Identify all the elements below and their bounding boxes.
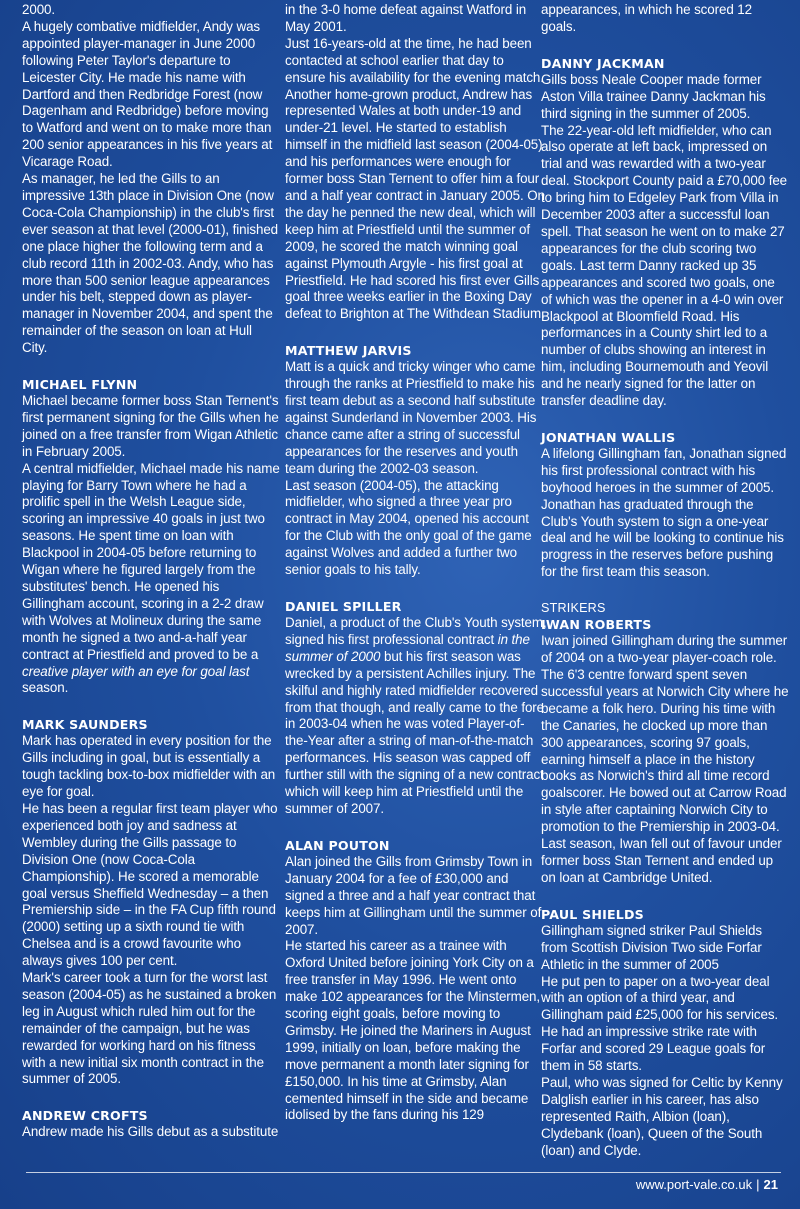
paragraph: Michael became former boss Stan Ternent's first permanent signing for the Gills when he joined on a free transfer from Wigan Athletic in February 2005. [22, 393, 279, 459]
section-danny-jackman [541, 55, 789, 410]
paragraph: appearances, in which he scored 12 goals. [541, 2, 752, 34]
text-column-2 [285, 2, 547, 1143]
paragraph: A lifelong Gillingham fan, Jonathan signed his first professional contract with his boyhood heroes in the summer of 2005. Jonathan has graduated through the Club's Youth system to sign a one-year deal and he will be looking to continue his progress in the reserves before pushing for the first team this season. [541, 445, 787, 580]
player-heading: ANDREW CROFTS [22, 1108, 148, 1124]
player-heading: MATTHEW JARVIS [285, 343, 412, 359]
paragraph: He has been a regular first team player who experienced both joy and sadness at Wembley during the Gills passage to Division One (now Coca-Cola Championship). He scored a memorable goal versus Sheffield Wednesday – a then Premiership side – in the FA Cup fifth round (2000) setting up a sixth round tie with Chelsea and is a crowd favourite who always gives 100 per cent. [22, 800, 278, 969]
paragraph: in the 3-0 home defeat against Watford in May 2001. [285, 2, 527, 34]
section-andrew-crofts-cont [285, 2, 547, 323]
paragraph: Just 16-years-old at the time, he had been contacted at school earlier that day to ensure his availability for the evening match. Another home-grown product, Andrew has represented Wales at both under-19 and under-21 level. He started to establish himself in the midfield last season (2004-05) and his performances were enough for former boss Stan Ternent to offer him a four and a half year contract in January 2005. On the day he penned the new deal, which will keep him at Priestfield until the summer of 2009, he scored the match winning goal against Plymouth Argyle - his first goal at Priestfield. He had scored his first ever Gills goal three weeks earlier in the Boxing Day defeat to Brighton at The Withdean Stadium. [285, 35, 545, 322]
text-column-1 [22, 2, 280, 1160]
paragraph: Matt is a quick and tricky winger who came through the ranks at Priestfield to make his first team debut as a second half substitute against Sunderland in November 2003. His chance came after a string of successful appearances for the reserves and youth team during the 2002-03 season. [285, 359, 537, 476]
section-matthew-jarvis [285, 342, 547, 579]
paragraph: Mark has operated in every position for the Gills including in goal, but is essentially a tough tackling box-to-box midfielder with an eye for goal. [22, 733, 276, 800]
italic-text: creative player with an eye for goal last [22, 663, 250, 679]
section-paul-shields [541, 906, 789, 1160]
player-heading: PAUL SHIELDS [541, 906, 644, 922]
player-heading: JONATHAN WALLIS [541, 429, 676, 445]
page-footer [636, 1177, 778, 1192]
player-heading: DANIEL SPILLER [285, 599, 402, 614]
player-heading: MICHAEL FLYNN [22, 377, 138, 393]
player-heading: DANNY JACKMAN [541, 55, 665, 71]
position-subheading: STRIKERS [541, 601, 606, 616]
section-jonathan-wallis [541, 429, 789, 581]
section-mark-saunders [22, 716, 280, 1088]
paragraph: 2000. [22, 2, 56, 17]
player-heading: MARK SAUNDERS [22, 717, 148, 733]
player-heading: ALAN POUTON [285, 837, 390, 853]
paragraph [285, 615, 547, 818]
paragraph: A hugely combative midfielder, Andy was appointed player-manager in June 2000 following Peter Taylor's departure to Leicester City. He made his name with Dartford and then Redbridge Forest (now Dagenham and Redbridge) before moving to Watford and went on to make more than 200 senior appearances in his five years at Vicarage Road. [22, 18, 273, 170]
page-number: 21 [763, 1177, 778, 1192]
paragraph: Mark's career took a turn for the worst last season (2004-05) as he sustained a broken leg in August which ruled him out for the remainder of the campaign, but he was rewarded for working hard on his fitness with a new initial six month contract in the summer of 2005. [22, 970, 277, 1087]
paragraph-text: season. [22, 680, 69, 696]
paragraph: Last season (2004-05), the attacking midfielder, who signed a three year pro contract in May 2004, opened his account for the Club with the only goal of the game against Wolves and added a further two senior goals to his tally. [285, 477, 532, 578]
section-andrew-crofts [22, 1107, 280, 1141]
footer-separator: | [756, 1177, 760, 1192]
footer-url: www.port-vale.co.uk [635, 1177, 753, 1192]
paragraph: He started his career as a trainee with Oxford United before joining York City on a free transfer in May 1996. He went onto make 102 appearances for the Minstermen, scoring eight goals, before moving to Grimsby. He joined the Mariners in August 1999, initially on loan, before making the move permanent a month later signing for £150,000. In his time at Grimsby, Alan cemented himself in the side and became idolised by the fans during his 129 [285, 938, 541, 1123]
paragraph [22, 461, 280, 698]
paragraph: Gillingham signed striker Paul Shields from Scottish Division Two side Forfar Athletic in the summer of 2005 [541, 922, 762, 972]
paragraph: He put pen to paper on a two-year deal with an option of a third year, and Gillingham paid £25,000 for his services. He had an impressive strike rate with Forfar and scored 29 League goals for them in 58 starts. [541, 973, 779, 1074]
paragraph: Iwan joined Gillingham during the summer of 2004 on a two-year player-coach role. The 6'3 centre forward spent seven successful years at Norwich City where he became a folk hero. During his time with the Canaries, he clocked up more than 300 appearances, scoring 97 goals, earning himself a place in the history books as Norwich's third all time record goalscorer. He bowed out at Carrow Road in style after captaining Norwich City to promotion to the Premiership in 2003-04. Last season, Iwan fell out of favour under former boss Stan Ternent and ended up on loan at Cambridge United. [541, 633, 789, 885]
paragraph-text: A central midfielder, Michael made his name playing for Barry Town where he had a prolific spell in the Welsh League side, scoring an impressive 40 goals in just two seasons. He spent time on loan with Blackpool in 2004-05 before returning to Wigan where he figured largely from the substitutes' bench. He opened his Gillingham account, scoring in a 2-2 draw with Wolves at Molineux during the same month he signed a two and-a-half year contract at Priestfield and proved to be a [22, 460, 280, 662]
paragraph: Gills boss Neale Cooper made former Aston Villa trainee Danny Jackman his third signing in the summer of 2005. [541, 71, 766, 121]
paragraph: Andrew made his Gills debut as a substitute [22, 1124, 279, 1140]
section-daniel-spiller [285, 598, 547, 818]
paragraph: The 22-year-old left midfielder, who can also operate at left back, impressed on trial and was rewarded with a two-year deal. Stockport County paid a £70,000 fee to bring him to Edgeley Park from Villa in December 2003 after a successful loan spell. That season he went on to make 27 appearances for the club scoring two goals. Last term Danny racked up 35 appearances and scored two goals, one of which was the opener in a 4-0 win over Blackpool at Bloomfield Road. His performances in a County shirt led to a number of clubs showing an interest in him, including Bournemouth and Yeovil and he nearly signed for the latter on transfer deadline day. [541, 122, 788, 409]
player-heading: IWAN ROBERTS [541, 617, 652, 633]
paragraph-text: but his first season was wrecked by a persistent Achilles injury. The skilful and highly rated midfielder recovered from that though, and really came to the fore in 2003-04 when he was voted Player-of-the-Year after a string of man-of-the-match performances. His season was capped off further still with the signing of a new contract which will keep him at Priestfield until the summer of 2007. [285, 648, 544, 816]
paragraph: Paul, who was signed for Celtic by Kenny Dalglish earlier in his career, has also represented Raith, Albion (loan), Clydebank (loan), Queen of the South (loan) and Clyde. [541, 1074, 783, 1158]
section-andy-hessenthaler-cont [22, 2, 280, 357]
paragraph: Alan joined the Gills from Grimsby Town in January 2004 for a fee of £30,000 and signed a three and a half year contract that keeps him at Gillingham until the summer of 2007. [285, 853, 542, 937]
section-michael-flynn [22, 376, 280, 697]
section-iwan-roberts [541, 600, 789, 887]
paragraph: As manager, he led the Gills to an impressive 13th place in Division One (now Coca-Cola Championship) in the club's first ever season at that level (2000-01), finished one place higher the following term and a club record 11th in 2002-03. Andy, who has more than 500 senior league appearances under his belt, stepped down as player-manager in November 2004, and spent the remainder of the season on loan at Hull City. [22, 171, 279, 356]
text-column-3 [541, 2, 789, 1178]
section-alan-pouton [285, 837, 547, 1125]
paragraph-text: Daniel, a product of the Club's Youth system, signed his first professional contract [285, 615, 547, 647]
footer-divider [26, 1172, 781, 1173]
italic-text: in the summer of 2000 [285, 631, 530, 664]
section-alan-pouton-cont [541, 2, 789, 36]
